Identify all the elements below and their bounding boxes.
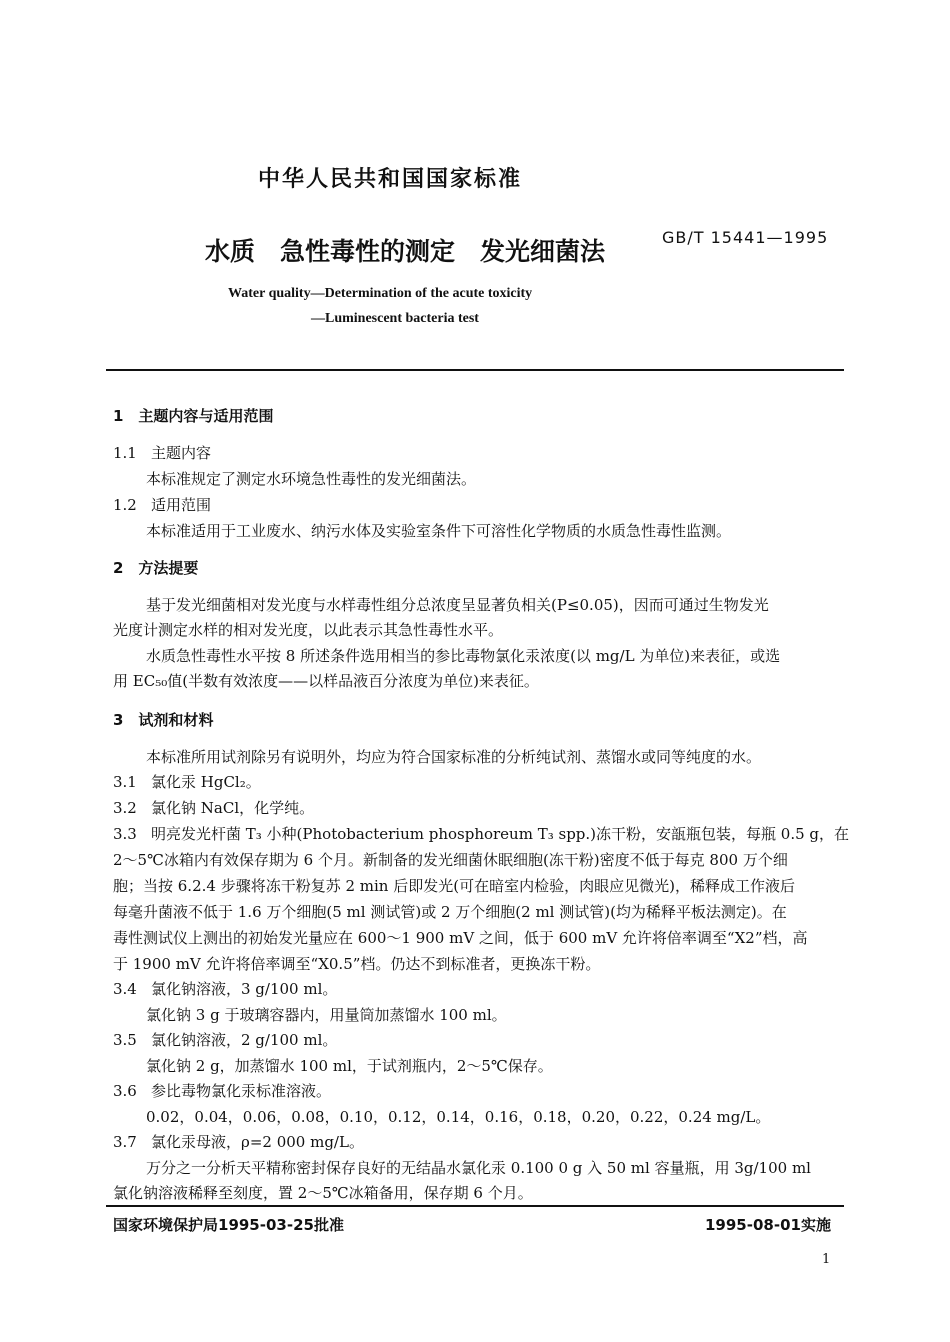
section-number: 3.2 — [113, 799, 137, 817]
section-number: 3.1 — [113, 773, 137, 791]
section-title: 主题内容 — [151, 444, 212, 462]
page-number: 1 — [822, 1252, 831, 1267]
section-number: 3.6 — [113, 1082, 137, 1100]
section-2-paragraph-1-line-1: 基于发光细菌相对发光度与水样毒性组分总浓度呈显著负相关(P≤0.05)，因而可通过生物发光 — [146, 596, 769, 614]
document-title-en-line2: —Luminescent bacteria test — [311, 311, 479, 326]
section-3-3-line-5: 毒性测试仪上测出的初始发光量应在 600～1 900 mV 之间，低于 600 mV 允许将倍率调至“X2”档，高 — [113, 929, 808, 947]
footer-divider — [106, 1205, 844, 1207]
section-3-3-line-6: 于 1900 mV 允许将倍率调至“X0.5”档。仍达不到标准者，更换冻干粉。 — [113, 955, 601, 973]
section-3-5 — [113, 1031, 337, 1049]
section-3-heading: 3 试剂和材料 — [113, 711, 214, 729]
section-2-paragraph-1-line-2: 光度计测定水样的相对发光度，以此表示其急性毒性水平。 — [113, 621, 504, 639]
section-number: 3.5 — [113, 1031, 137, 1049]
effective-date: 1995-08-01实施 — [705, 1216, 831, 1234]
section-number: 3.7 — [113, 1133, 137, 1151]
section-1-2-text: 本标准适用于工业废水、纳污水体及实验室条件下可溶性化学物质的水质急性毒性监测。 — [146, 522, 732, 540]
section-text: 氯化汞母液，ρ=2 000 mg/L。 — [151, 1133, 364, 1151]
section-text: 氯化钠 NaCl，化学纯。 — [151, 799, 315, 817]
section-text: 明亮发光杆菌 T₃ 小种(Photobacterium phosphoreum T₃ spp.)冻干粉，安瓿瓶包装，每瓶 0.5 g，在 — [151, 825, 850, 843]
section-text: 氯化钠溶液，2 g/100 ml。 — [151, 1031, 338, 1049]
section-text: 参比毒物氯化汞标准溶液。 — [151, 1082, 332, 1100]
section-3-3-line-4: 每毫升菌液不低于 1.6 万个细胞(5 ml 测试管)或 2 万个细胞(2 ml 测试管)(均为稀释平板法测定)。在 — [113, 903, 787, 921]
section-3-5-text: 氯化钠 2 g，加蒸馏水 100 ml，于试剂瓶内，2～5℃保存。 — [146, 1057, 553, 1075]
section-3-intro: 本标准所用试剂除另有说明外，均应为符合国家标准的分析纯试剂、蒸馏水或同等纯度的水。 — [146, 748, 762, 766]
section-3-6-text: 0.02，0.04，0.06，0.08，0.10，0.12，0.14，0.16，0.18，0.20，0.22，0.24 mg/L。 — [146, 1108, 771, 1126]
section-1-2-heading — [113, 496, 211, 514]
document-title-en-line1: Water quality—Determination of the acute toxicity — [228, 286, 533, 301]
section-2-paragraph-2-line-2: 用 EC₅₀值(半数有效浓度——以样品液百分浓度为单位)来表征。 — [113, 672, 539, 690]
document-title-cn: 水质 急性毒性的测定 发光细菌法 — [205, 237, 606, 266]
section-2-heading: 2 方法提要 — [113, 559, 199, 577]
section-3-3-line-3: 胞；当按 6.2.4 步骤将冻干粉复苏 2 min 后即发光(可在暗室内检验，肉眼应见微光)，稀释成工作液后 — [113, 877, 795, 895]
section-number: 1.1 — [113, 444, 137, 462]
section-3-3-line-1 — [113, 825, 849, 843]
section-3-6 — [113, 1082, 331, 1100]
section-text: 氯化汞 HgCl₂。 — [151, 773, 261, 791]
section-3-7-line-2: 氯化钠溶液稀释至刻度，置 2～5℃冰箱备用，保存期 6 个月。 — [113, 1184, 533, 1202]
section-3-1 — [113, 773, 261, 791]
section-number: 3.3 — [113, 825, 137, 843]
section-3-7 — [113, 1133, 364, 1151]
section-number: 3.4 — [113, 980, 137, 998]
approval-date: 国家环境保护局1995-03-25批准 — [113, 1216, 344, 1234]
section-3-3-line-2: 2～5℃冰箱内有效保存期为 6 个月。新制备的发光细菌休眠细胞(冻干粉)密度不低于每克 800 万个细 — [113, 851, 788, 869]
section-1-1-heading — [113, 444, 211, 462]
section-3-7-line-1: 万分之一分析天平精称密封保存良好的无结晶水氯化汞 0.100 0 g 入 50 ml 容量瓶，用 3g/100 ml — [146, 1159, 811, 1177]
section-3-4 — [113, 980, 337, 998]
section-3-2 — [113, 799, 314, 817]
section-3-4-text: 氯化钠 3 g 于玻璃容器内，用量筒加蒸馏水 100 ml。 — [146, 1006, 507, 1024]
standard-code: GB/T 15441—1995 — [662, 228, 829, 247]
section-1-heading: 1 主题内容与适用范围 — [113, 407, 274, 425]
section-2-paragraph-2-line-1: 水质急性毒性水平按 8 所述条件选用相当的参比毒物氯化汞浓度(以 mg/L 为单位)来表征，或选 — [146, 647, 781, 665]
header-divider — [106, 369, 844, 371]
national-standard-heading: 中华人民共和国国家标准 — [258, 167, 523, 192]
section-text: 氯化钠溶液，3 g/100 ml。 — [151, 980, 338, 998]
section-number: 1.2 — [113, 496, 137, 514]
section-title: 适用范围 — [151, 496, 212, 514]
section-1-1-text: 本标准规定了测定水环境急性毒性的发光细菌法。 — [146, 470, 477, 488]
